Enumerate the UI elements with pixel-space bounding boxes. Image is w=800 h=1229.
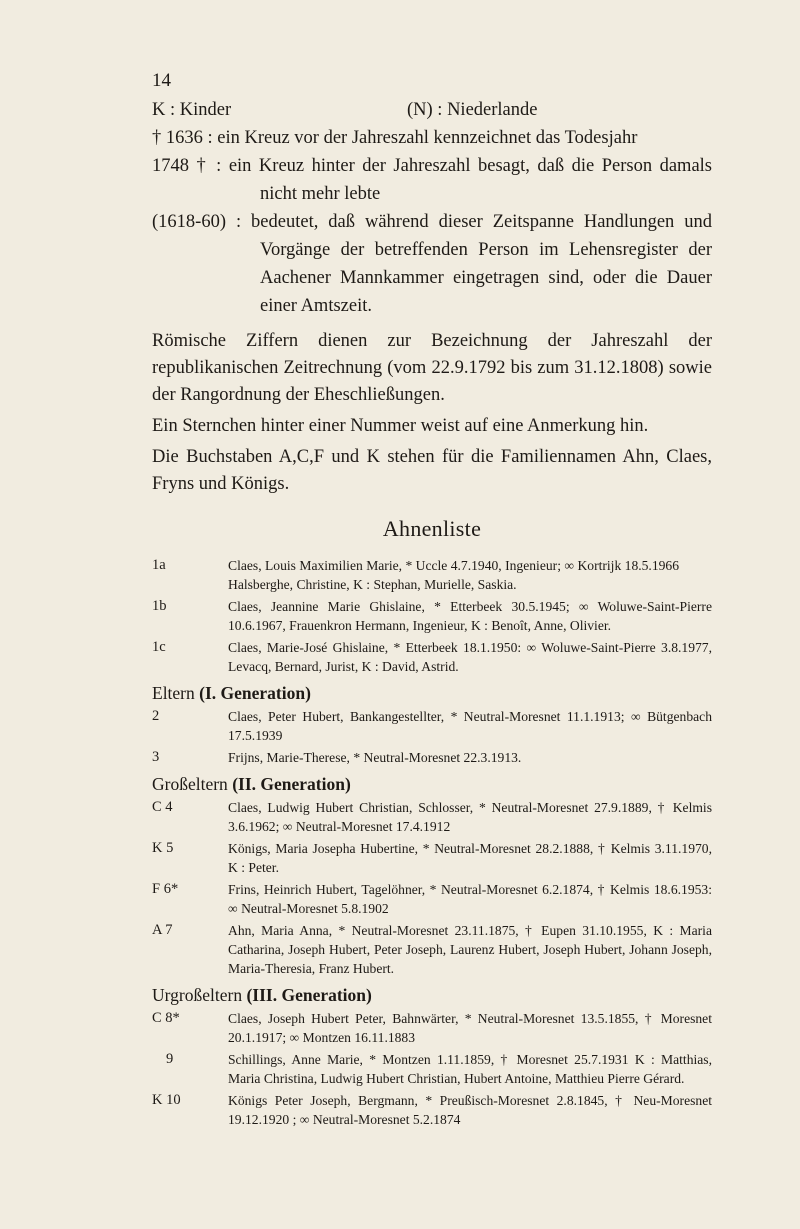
entry-number: C 4 — [152, 799, 173, 815]
entry-number: 9 — [166, 1051, 174, 1067]
entry-row — [152, 798, 712, 836]
entry-text: Frijns, Marie-Therese, * Neutral-Moresnet 22.3.1913. — [228, 750, 522, 765]
legend-niederlande: (N) : Niederlande — [407, 100, 538, 120]
entry-text: Claes, Peter Hubert, Bankangestellter, * Neutral-Moresnet 11.1.1913; ∞ Bütgenbach 17.5.1939 — [228, 709, 712, 743]
paragraph-asterisk: Ein Sternchen hinter einer Nummer weist auf eine Anmerkung hin. — [152, 416, 649, 436]
entry-row — [152, 1009, 712, 1047]
generation-number: (III. Generation) — [246, 985, 372, 1005]
legend-kinder: K : Kinder — [152, 100, 232, 120]
generation-label: Eltern — [152, 683, 200, 703]
legend-death-after: 1748 † : ein Kreuz hinter der Jahreszahl besagt, daß die Person damals nicht mehr lebte — [152, 156, 712, 204]
entry-row — [152, 638, 712, 676]
entry-text: Ahn, Maria Anna, * Neutral-Moresnet 23.11.1875, † Eupen 31.10.1955, K : Maria Catharina, Joseph Hubert, Peter Joseph, Laurenz Hubert, Joseph Hubert, Johann Joseph, Maria-Theresia, Franz Hubert. — [228, 923, 712, 976]
entry-row — [152, 597, 712, 635]
entry-text: Schillings, Anne Marie, * Montzen 1.11.1859, † Moresnet 25.7.1931 K : Matthias, Maria Christina, Ludwig Hubert Christian, Hubert Antoine, Matthieu Pierre Gérard. — [228, 1052, 712, 1086]
generation-label: Großeltern — [152, 774, 233, 794]
entry-text: Claes, Joseph Hubert Peter, Bahnwärter, * Neutral-Moresnet 13.5.1855, † Moresnet 20.1.1917; ∞ Montzen 16.11.1883 — [228, 1011, 712, 1045]
page-number: 14 — [152, 70, 171, 91]
entry-number: K 10 — [152, 1092, 181, 1108]
generation-heading-2 — [152, 773, 712, 795]
entry-text: Claes, Ludwig Hubert Christian, Schlosser, * Neutral-Moresnet 27.9.1889, † Kelmis 3.6.1962; ∞ Neutral-Moresnet 17.4.1912 — [228, 800, 712, 834]
entry-text: Königs, Maria Josepha Hubertine, * Neutral-Moresnet 28.2.1888, † Kelmis 3.11.1970, K : Peter. — [228, 841, 712, 875]
entry-row — [152, 1091, 712, 1129]
entry-text: Claes, Jeannine Marie Ghislaine, * Etterbeek 30.5.1945; ∞ Woluwe-Saint-Pierre 10.6.1967, Frauenkron Hermann, Ingenieur, K : Benoît, Anne, Olivier. — [228, 599, 712, 633]
section-title: Ahnenliste — [382, 516, 482, 541]
entry-row — [152, 921, 712, 978]
entry-text: Claes, Louis Maximilien Marie, * Uccle 4.7.1940, Ingenieur; ∞ Kortrijk 18.5.1966 — [228, 558, 680, 573]
entry-row — [152, 1050, 712, 1088]
legend-death-before: † 1636 : ein Kreuz vor der Jahreszahl kennzeichnet das Todesjahr — [152, 128, 638, 148]
entries-grandparents — [152, 798, 712, 978]
entry-row — [152, 707, 712, 745]
entry-number: 1c — [152, 639, 166, 655]
entry-row — [152, 839, 712, 877]
legend-period: (1618-60) : bedeutet, daß während dieser Zeitspanne Handlungen und Vorgänge der betreffenden Person im Lehensregister der Aachener Mannkammer eingetragen sind, oder die Dauer einer Amtszeit. — [152, 212, 712, 316]
generation-heading-3 — [152, 984, 712, 1006]
main-content — [152, 318, 712, 1129]
entry-text: Claes, Marie-José Ghislaine, * Etterbeek 18.1.1950: ∞ Woluwe-Saint-Pierre 3.8.1977, Levacq, Bernard, Jurist, K : David, Astrid. — [228, 640, 712, 674]
generation-number: (I. Generation) — [199, 683, 311, 703]
entry-row — [152, 748, 712, 767]
entry-text: Frins, Heinrich Hubert, Tagelöhner, * Neutral-Moresnet 6.2.1874, † Kelmis 18.6.1953: ∞ Neutral-Moresnet 5.8.1902 — [228, 882, 712, 916]
entry-number: A 7 — [152, 922, 173, 938]
legend — [152, 96, 712, 320]
entry-row — [152, 880, 712, 918]
paragraph-roman-numerals: Römische Ziffern dienen zur Bezeichnung der Jahreszahl der republikanischen Zeitrechnung (vom 22.9.1792 bis zum 31.12.1808) sowie der Rangordnung der Eheschließungen. — [152, 331, 712, 405]
generation-heading-1 — [152, 682, 712, 704]
entry-number: 1a — [152, 557, 166, 573]
entry-text: Königs Peter Joseph, Bergmann, * Preußisch-Moresnet 2.8.1845, † Neu-Moresnet 19.12.1920 ; ∞ Neutral-Moresnet 5.2.1874 — [228, 1093, 712, 1127]
entry-number: 1b — [152, 598, 167, 614]
entries-children — [152, 556, 712, 676]
legend-row-abbrev — [152, 96, 712, 124]
entry-number: F 6* — [152, 881, 179, 897]
generation-label: Urgroßeltern — [152, 985, 247, 1005]
entry-number: K 5 — [152, 840, 174, 856]
paragraph-letters: Die Buchstaben A,C,F und K stehen für die Familiennamen Ahn, Claes, Fryns und Königs. — [152, 447, 712, 494]
entry-row — [152, 556, 712, 594]
entry-number: C 8* — [152, 1010, 180, 1026]
entry-number: 3 — [152, 749, 160, 765]
generation-number: (II. Generation) — [232, 774, 351, 794]
entries-parents — [152, 707, 712, 767]
entry-text-extra: Halsberghe, Christine, K : Stephan, Murielle, Saskia. — [228, 577, 517, 592]
entry-number: 2 — [152, 708, 160, 724]
entries-great-grandparents — [152, 1009, 712, 1129]
